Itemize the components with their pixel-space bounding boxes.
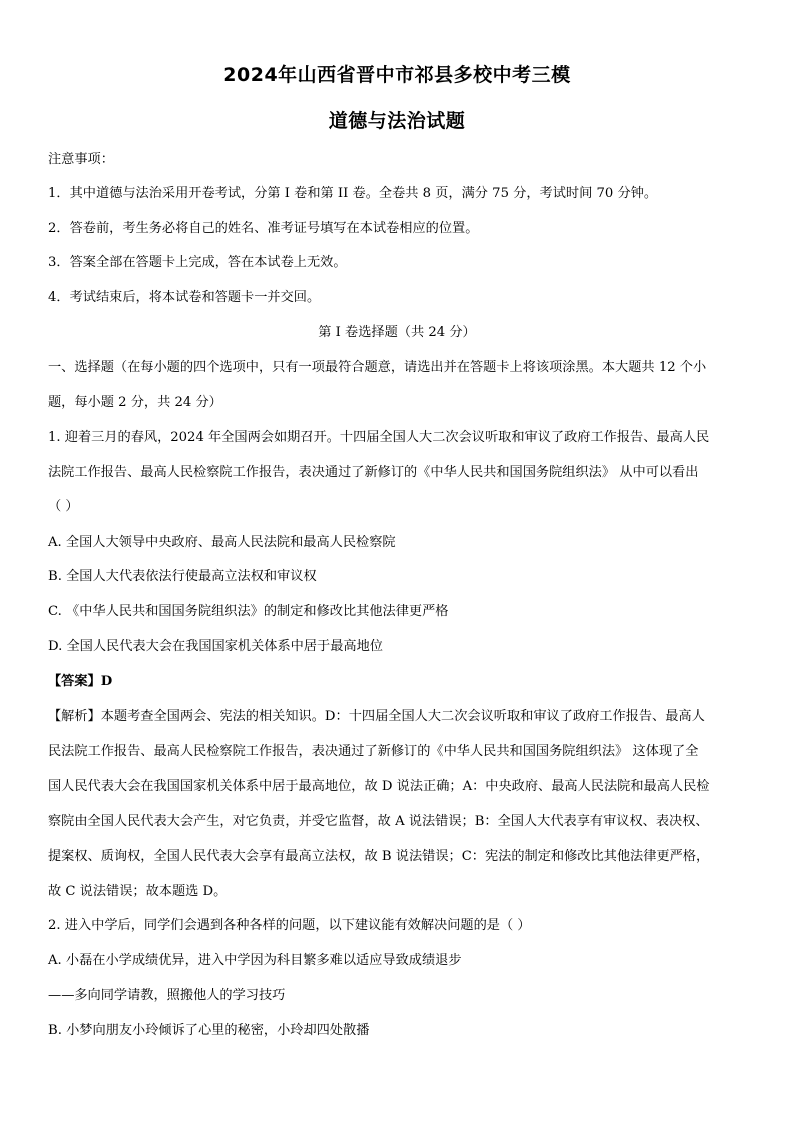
question-1-analysis: 【解析】本题考查全国两会、宪法的相关知识。D：十四届全国人大二次会议听取和审议了政府工作报告、最高人 bbox=[48, 709, 705, 724]
question-1-option-d: D. 全国人民代表大会在我国国家机关体系中居于最高地位 bbox=[48, 639, 383, 654]
question-2-option-a-suggestion: ——多向同学请教，照搬他人的学习技巧 bbox=[48, 988, 286, 1003]
question-2-option-b: B. 小梦向朋友小玲倾诉了心里的秘密，小玲却四处散播 bbox=[48, 1023, 370, 1038]
question-1-option-c: C. 《中华人民共和国国务院组织法》的制定和修改比其他法律更严格 bbox=[48, 604, 449, 619]
notice-heading: 注意事项： bbox=[48, 152, 114, 167]
question-1-analysis: 国人民代表大会在我国国家机关体系中居于最高地位，故 D 说法正确；A：中央政府、最高人民法院和最高人民检 bbox=[48, 779, 710, 794]
notice-item: 2．答卷前，考生务必将自己的姓名、准考证号填写在本试卷相应的位置。 bbox=[48, 221, 479, 236]
section-heading: 第 I 卷选择题（共 24 分） bbox=[318, 325, 476, 340]
question-1-analysis: 提案权、质询权，全国人民代表大会享有最高立法权，故 B 说法错误；C：宪法的制定和修改比其他法律更严格， bbox=[48, 849, 710, 864]
exam-title: 2024年山西省晋中市祁县多校中考三模 bbox=[223, 64, 571, 86]
notice-item: 3．答案全部在答题卡上完成，答在本试卷上无效。 bbox=[48, 255, 347, 270]
question-1-stem: 法院工作报告、最高人民检察院工作报告，表决通过了新修订的《中华人民共和国国务院组织法》 从中可以看出 bbox=[48, 465, 699, 480]
question-2-option-a: A. 小磊在小学成绩优异，进入中学因为科目繁多难以适应导致成绩退步 bbox=[48, 953, 462, 968]
question-1-analysis: 民法院工作报告、最高人民检察院工作报告，表决通过了新修订的《中华人民共和国国务院组织法》 这体现了全 bbox=[48, 744, 699, 759]
notice-item: 4．考试结束后，将本试卷和答题卡一并交回。 bbox=[48, 290, 321, 305]
question-1-option-b: B. 全国人大代表依法行使最高立法权和审议权 bbox=[48, 569, 317, 584]
question-2-stem: 2. 进入中学后，同学们会遇到各种各样的问题，以下建议能有效解决问题的是（ ） bbox=[48, 918, 531, 933]
question-1-stem: 1. 迎着三月的春风，2024 年全国两会如期召开。十四届全国人大二次会议听取和审议了政府工作报告、最高人民 bbox=[48, 430, 710, 445]
question-1-analysis: 故 C 说法错误；故本题选 D。 bbox=[48, 884, 227, 899]
question-1-option-a: A. 全国人大领导中央政府、最高人民法院和最高人民检察院 bbox=[48, 535, 396, 550]
question-1-answer: 【答案】D bbox=[48, 674, 113, 689]
section-instruction: 题，每小题 2 分，共 24 分） bbox=[48, 395, 222, 410]
exam-subject-title: 道德与法治试题 bbox=[328, 110, 466, 132]
notice-item: 1．其中道德与法治采用开卷考试，分第 I 卷和第 II 卷。全卷共 8 页，满分 75 分，考试时间 70 分钟。 bbox=[48, 186, 658, 201]
question-1-stem: （ ） bbox=[48, 499, 79, 514]
question-1-analysis: 察院由全国人民代表大会产生，对它负责，并受它监督，故 A 说法错误；B：全国人大代表享有审议权、表决权、 bbox=[48, 814, 709, 829]
section-instruction: 一、选择题（在每小题的四个选项中，只有一项最符合题意，请选出并在答题卡上将该项涂黑。本大题共 12 个小 bbox=[48, 360, 707, 375]
